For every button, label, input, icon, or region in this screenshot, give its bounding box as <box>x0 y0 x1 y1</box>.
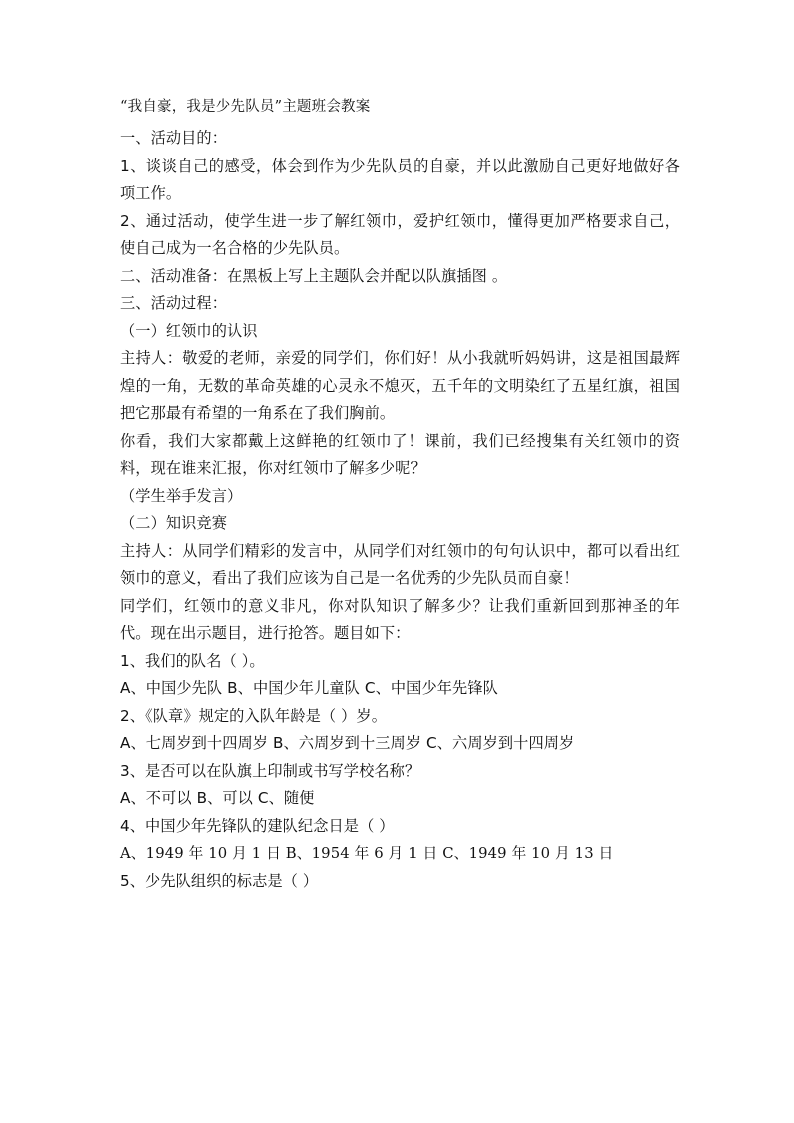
host-paragraph-2: 你看，我们大家都戴上这鲜艳的红领巾了！课前，我们已经搜集有关红领巾的资料，现在谁来汇报，你对红领巾了解多少呢？ <box>120 431 680 477</box>
preparation-line: 二、活动准备：在黑板上写上主题队会并配以队旗插图 。 <box>120 266 508 285</box>
question-1-options: A、中国少先队 B、中国少年儿童队 C、中国少年先锋队 <box>120 679 498 697</box>
question-3: 3、是否可以在队旗上印制或书写学校名称？ <box>120 761 421 780</box>
question-2: 2、《队章》规定的入队年龄是（ ）岁。 <box>120 706 387 725</box>
students-note: （学生举手发言） <box>120 486 243 505</box>
question-1: 1、我们的队名（ ）。 <box>120 651 265 670</box>
process-heading: 三、活动过程： <box>120 294 228 312</box>
purpose-item-2: 2、通过活动，使学生进一步了解红领巾，爱护红领巾，懂得更加严格要求自己，使自己成为一名合格的少先队员。 <box>120 211 680 257</box>
part-2-heading: （二）知识竞赛 <box>120 514 228 532</box>
question-2-options: A、七周岁到十四周岁 B、六周岁到十三周岁 C、六周岁到十四周岁 <box>120 734 575 752</box>
host-paragraph-4: 同学们，红领巾的意义非凡，你对队知识了解多少？让我们重新回到那神圣的年代。现在出示题目，进行抢答。题目如下： <box>120 596 680 642</box>
question-4: 4、中国少年先锋队的建队纪念日是（ ） <box>120 816 395 835</box>
question-3-options: A、不可以 B、可以 C、随便 <box>120 789 315 807</box>
host-paragraph-1: 主持人：敬爱的老师，亲爱的同学们，你们好！从小我就听妈妈讲，这是祖国最辉煌的一角，无数的革命英雄的心灵永不熄灭，五千年的文明染红了五星红旗，祖国把它那最有希望的一角系在了我们胸前。 <box>120 349 680 422</box>
document-title: “我自豪，我是少先队员”主题班会教案 <box>120 99 371 115</box>
purpose-heading: 一、活动目的： <box>120 129 228 147</box>
part-1-heading: （一）红领巾的认识 <box>120 321 258 340</box>
document-page <box>120 97 680 895</box>
purpose-item-1: 1、谈谈自己的感受，体会到作为少先队员的自豪，并以此激励自己更好地做好各项工作。 <box>120 156 680 202</box>
host-paragraph-3: 主持人：从同学们精彩的发言中，从同学们对红领巾的句句认识中，都可以看出红领巾的意义，看出了我们应该为自己是一名优秀的少先队员而自豪！ <box>120 541 680 587</box>
question-5: 5、少先队组织的标志是（ ） <box>120 871 319 890</box>
question-4-options: A、1949 年 10 月 1 日 B、1954 年 6 月 1 日 C、1949 年 10 月 13 日 <box>120 845 614 862</box>
